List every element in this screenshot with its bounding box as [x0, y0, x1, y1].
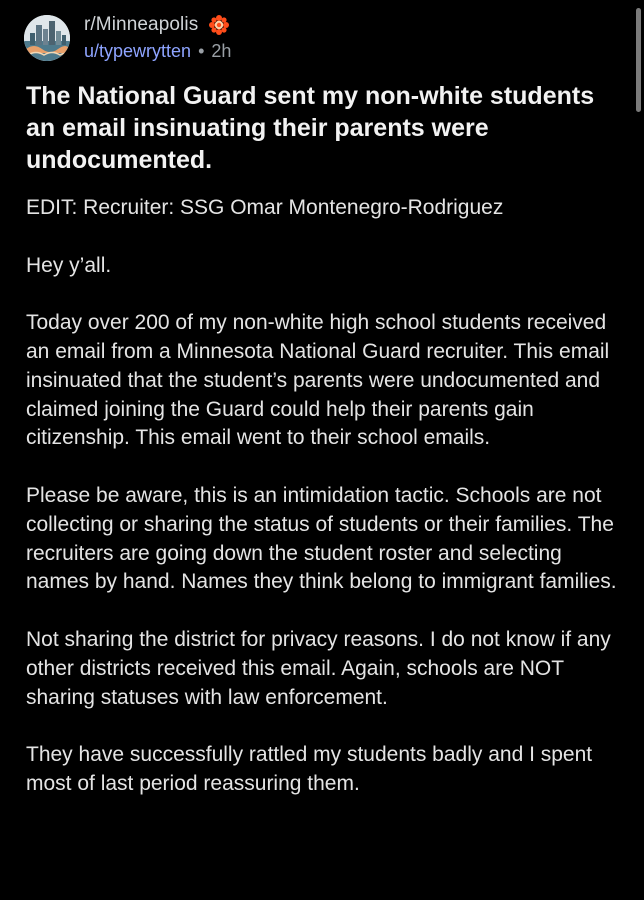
body-paragraph: They have successfully rattled my students badly and I spent most of last period reassuring them.: [26, 743, 593, 795]
body-paragraph: Not sharing the district for privacy reasons. I do not know if any other districts received this email. Again, schools are NOT sharing statuses with law enforcement.: [26, 627, 611, 709]
edit-note: EDIT: Recruiter: SSG Omar Montenegro-Rodriguez: [26, 196, 504, 219]
body-paragraph: Today over 200 of my non-white high school students received an email from a Minnesota National Guard recruiter. This email insinuated that the student’s parents were undocumented and claimed joining the Guard could help their parents gain citizenship. This email went to their school emails.: [26, 311, 610, 450]
scrollbar[interactable]: [636, 8, 641, 112]
author-username[interactable]: u/typewrytten: [84, 40, 192, 61]
minneapolis-skyline-icon: [24, 15, 70, 61]
post-age: 2h: [211, 40, 232, 61]
body-paragraph: Please be aware, this is an intimidation tactic. Schools are not collecting or sharing the status of students or their families. The recruiters are going down the student roster and selecting names by hand. Names they think belong to immigrant families.: [26, 483, 617, 594]
post-title: The National Guard sent my non-white students an email insinuating their parents were undocumented.: [26, 82, 595, 174]
post-body: [26, 194, 626, 828]
subreddit-avatar[interactable]: [24, 15, 70, 61]
subreddit-name[interactable]: r/Minneapolis: [84, 14, 199, 35]
meta-separator: •: [198, 40, 205, 61]
flower-icon: [208, 14, 230, 36]
post-header: [24, 12, 231, 64]
body-paragraph: Hey y’all.: [26, 253, 112, 277]
